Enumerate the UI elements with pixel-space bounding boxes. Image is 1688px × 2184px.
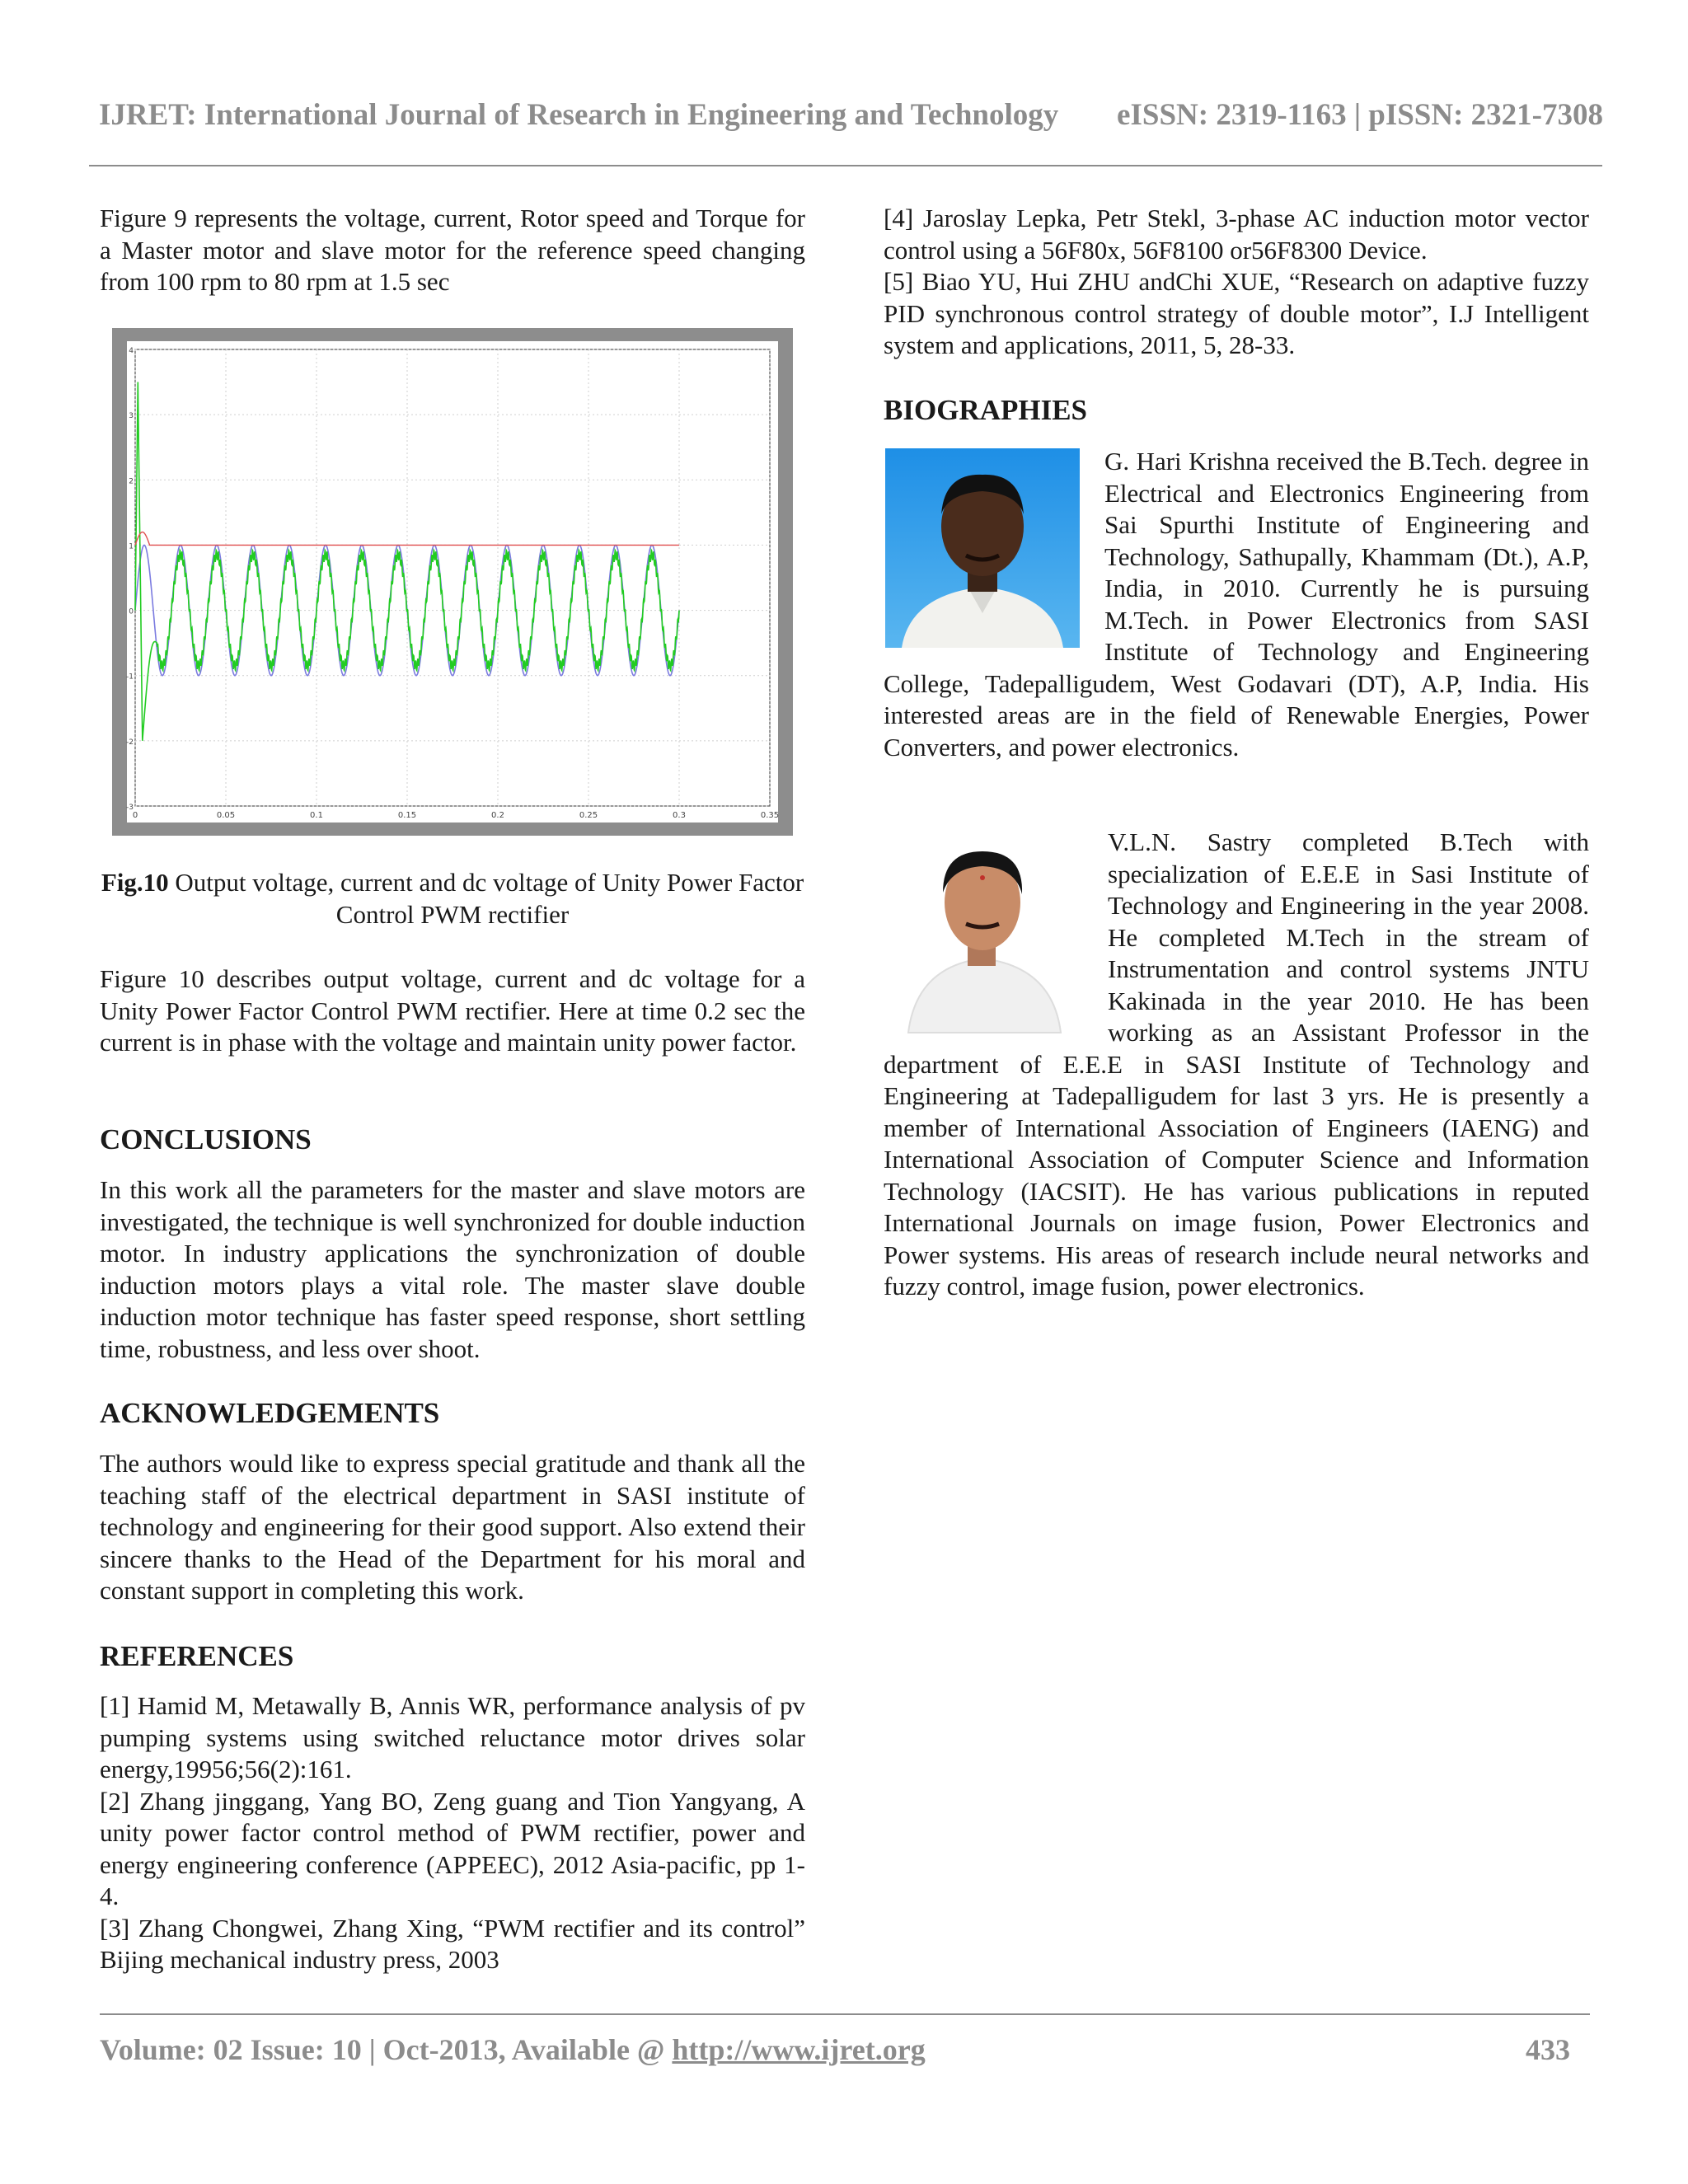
y-tick-label: 2 bbox=[129, 477, 134, 486]
x-tick-label: 0 bbox=[132, 811, 138, 820]
figure-caption-label: Fig.10 bbox=[101, 868, 169, 897]
footer-volume: Volume: 02 Issue: 10 | Oct-2013, Available @ bbox=[100, 2033, 673, 2066]
acknowledgements-heading: ACKNOWLEDGEMENTS bbox=[100, 1397, 440, 1429]
x-tick-label: 0.05 bbox=[216, 811, 236, 820]
reference-item: [5] Biao YU, Hui ZHU andChi XUE, “Research on adaptive fuzzy PID synchronous control strategy of double motor”, I.J Intelligent system and applications, 2011, 5, 28-33. bbox=[884, 267, 1589, 359]
references-list-right bbox=[884, 203, 1589, 362]
reference-item: [2] Zhang jinggang, Yang BO, Zeng guang and Tion Yangyang, A unity power factor control method of PWM rectifier, power and energy engineering conference (APPEEC), 2012 Asia-pacific, pp 1-4. bbox=[100, 1786, 805, 1910]
x-tick-label: 0.25 bbox=[579, 811, 598, 820]
biography-2-text: V.L.N. Sastry completed B.Tech with specialization of E.E.E in Sasi Institute of Technology and Engineering in the year 2008. He completed M.Tech in the stream of Instrumentation and control systems JNTU Kakinada in the year 2010. He has been working as an Assistant Professor in the department of E.E.E in SASI Institute of Technology and Engineering at Tadepalligudem for last 3 yrs. He is presently a member of International Association of Engineers (IAENG) and International Association of Computer Science and Information Technology (IACSIT). He has various publications in reputed International Journals on image fusion, Power Electronics and Power systems. His areas of research include neural networks and fuzzy control, image fusion, power electronics. bbox=[884, 827, 1589, 1301]
plot-area bbox=[127, 341, 778, 823]
reference-item: [3] Zhang Chongwei, Zhang Xing, “PWM rectifier and its control” Bijing mechanical industry press, 2003 bbox=[100, 1913, 805, 1974]
journal-title: IJRET: International Journal of Research in Engineering and Technology bbox=[99, 98, 1059, 132]
figure-10 bbox=[112, 328, 793, 836]
author-photo-2 bbox=[884, 827, 1090, 1033]
y-tick-label: -1 bbox=[126, 673, 134, 682]
biography-1 bbox=[884, 446, 1589, 763]
page-footer bbox=[100, 2032, 1570, 2067]
y-tick-label: 4 bbox=[129, 347, 134, 355]
references-heading: REFERENCES bbox=[100, 1640, 294, 1672]
output-waveform-chart bbox=[127, 341, 778, 823]
figure-description: Figure 10 describes output voltage, current and dc voltage for a Unity Power Factor Control PWM rectifier. Here at time 0.2 sec the current is in phase with the voltage and maintain unity power factor. bbox=[100, 964, 805, 1057]
running-header bbox=[99, 97, 1603, 138]
issn-info: eISSN: 2319-1163 | pISSN: 2321-7308 bbox=[1117, 98, 1603, 132]
conclusions-text: In this work all the parameters for the master and slave motors are investigated, the technique is well synchronized for double induction motor. In industry applications the synchronization of double induction motors plays a vital role. The master slave double induction motor technique has faster speed response, short settling time, robustness, and less over shoot. bbox=[100, 1175, 805, 1363]
y-tick-label: -2 bbox=[126, 738, 134, 747]
reference-item: [1] Hamid M, Metawally B, Annis WR, performance analysis of pv pumping systems using switched reluctance motor drives solar energy,19956;56(2):161. bbox=[100, 1691, 805, 1783]
author-photo-1 bbox=[885, 448, 1080, 648]
page-number: 433 bbox=[1526, 2033, 1570, 2066]
biographies-heading: BIOGRAPHIES bbox=[884, 394, 1087, 426]
y-tick-label: 3 bbox=[129, 412, 134, 421]
footer-rule bbox=[100, 2013, 1590, 2015]
x-tick-label: 0.35 bbox=[760, 811, 780, 820]
figure-caption bbox=[100, 867, 805, 930]
journal-url-link[interactable]: http://www.ijret.org bbox=[672, 2033, 926, 2066]
y-tick-label: -3 bbox=[126, 804, 134, 812]
y-tick-label: 0 bbox=[129, 607, 134, 616]
x-tick-label: 0.2 bbox=[491, 811, 504, 820]
reference-item: [4] Jaroslay Lepka, Petr Stekl, 3-phase AC induction motor vector control using a 56F80x, 56F8100 or56F8300 Device. bbox=[884, 204, 1589, 265]
intro-paragraph: Figure 9 represents the voltage, current, Rotor speed and Torque for a Master motor and slave motor for the reference speed changing from 100 rpm to 80 rpm at 1.5 sec bbox=[100, 204, 805, 296]
figure-caption-text: Output voltage, current and dc voltage of Unity Power Factor Control PWM rectifier bbox=[168, 868, 804, 929]
biography-2 bbox=[884, 827, 1589, 1303]
biography-1-text: G. Hari Krishna received the B.Tech. degree in Electrical and Electronics Engineering from Sai Spurthi Institute of Engineering and Technology, Sathupally, Khammam (Dt.), A.P, India, in 2010. Currently he is pursuing M.Tech. in Power Electronics from SASI Institute of Technology and Engineering College, Tadepalligudem, West Godavari (DT), A.P, India. His interested areas are in the field of Renewable Energies, Power Converters, and power electronics. bbox=[884, 447, 1589, 762]
acknowledgements-text: The authors would like to express special gratitude and thank all the teaching staff of the electrical department in SASI institute of technology and engineering for their good support. Also extend their sincere thanks to the Head of the Department for his moral and constant support in completing this work. bbox=[100, 1449, 805, 1605]
conclusions-heading: CONCLUSIONS bbox=[100, 1123, 312, 1155]
x-tick-label: 0.1 bbox=[310, 811, 323, 820]
references-list-left bbox=[100, 1690, 805, 1976]
x-tick-label: 0.15 bbox=[397, 811, 417, 820]
x-tick-label: 0.3 bbox=[673, 811, 686, 820]
header-rule bbox=[89, 165, 1602, 166]
y-tick-label: 1 bbox=[129, 542, 134, 551]
